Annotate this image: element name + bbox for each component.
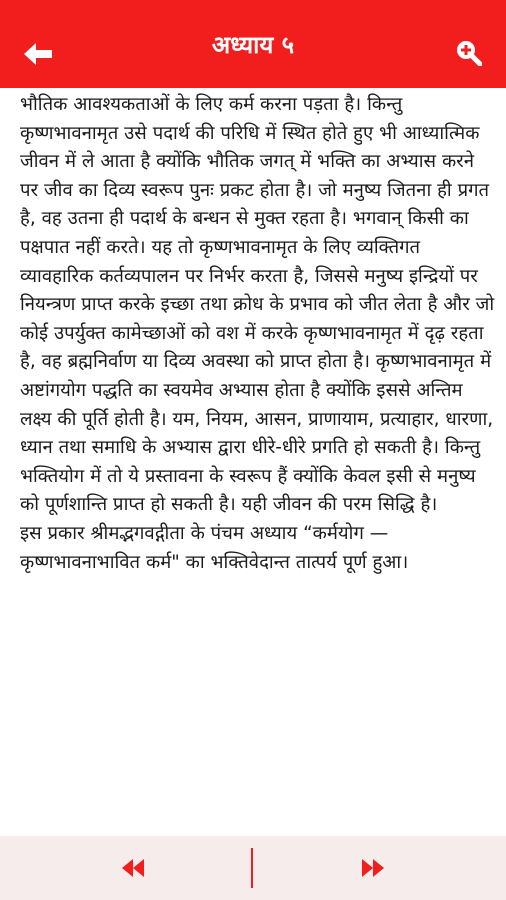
page-title: अध्याय ५	[211, 30, 295, 59]
rewind-icon[interactable]	[112, 854, 156, 882]
header-bar	[0, 0, 506, 88]
back-arrow-icon[interactable]	[22, 40, 54, 68]
chapter-text: भौतिक आवश्यकताओं के लिए कर्म करना पड़ता है। किन्तु कृष्णभावनामृत उसे पदार्थ की परिधि में स्थित होते हुए भी आध्यात्मिक जीवन में ले आता है क्योंकि भौतिक जगत् में भक्ति का अभ्यास करने पर जीव का दिव्य स्वरूप पुनः प्रकट होता है। जो मनुष्य जितना ही प्रगत है, वह उतना ही पदार्थ के बन्धन से मुक्त रहता है। भगवान् किसी का पक्षपात नहीं करते। यह तो कृष्णभावनामृत के लिए व्यक्तिगत व्यावहारिक कर्तव्यपालन पर निर्भर करता है, जिससे मनुष्य इन्द्रियों पर नियन्त्रण प्राप्त करके इच्छा तथा क्रोध के प्रभाव को जीत लेता है और जो कोई उपर्युक्त कामेच्छाओं को वश में करके कृष्णभावनामृत में दृढ़ रहता है, वह ब्रह्मनिर्वाण या दिव्य अवस्था को प्राप्त होता है। कृष्णभावनामृत में अष्टांगयोग पद्धति का स्वयमेव अभ्यास होता है क्योंकि इससे अन्तिम लक्ष्य की पूर्ति होती है। यम, नियम, आसन, प्राणायाम, प्रत्याहार, धारणा, ध्यान तथा समाधि के अभ्यास द्वारा धीरे-धीरे प्रगति हो सकती है। किन्तु भक्तियोग में तो ये प्रस्तावना के स्वरूप हैं क्योंकि केवल इसी से मनुष्य को पूर्णशान्ति प्राप्त हो सकती है। यही जीवन की परम सिद्धि है। इस प्रकार श्रीमद्भगवद्गीता के पंचम अध्याय “कर्मयोग — कृष्णभावनाभावित कर्म" का भक्तिवेदान्त तात्पर्य पूर्ण हुआ।	[20, 94, 495, 573]
footer-divider	[251, 848, 253, 888]
chapter-content[interactable]	[0, 88, 506, 836]
navigation-bar	[0, 836, 506, 900]
fast-forward-icon[interactable]	[350, 854, 394, 882]
zoom-in-icon[interactable]	[454, 38, 482, 66]
